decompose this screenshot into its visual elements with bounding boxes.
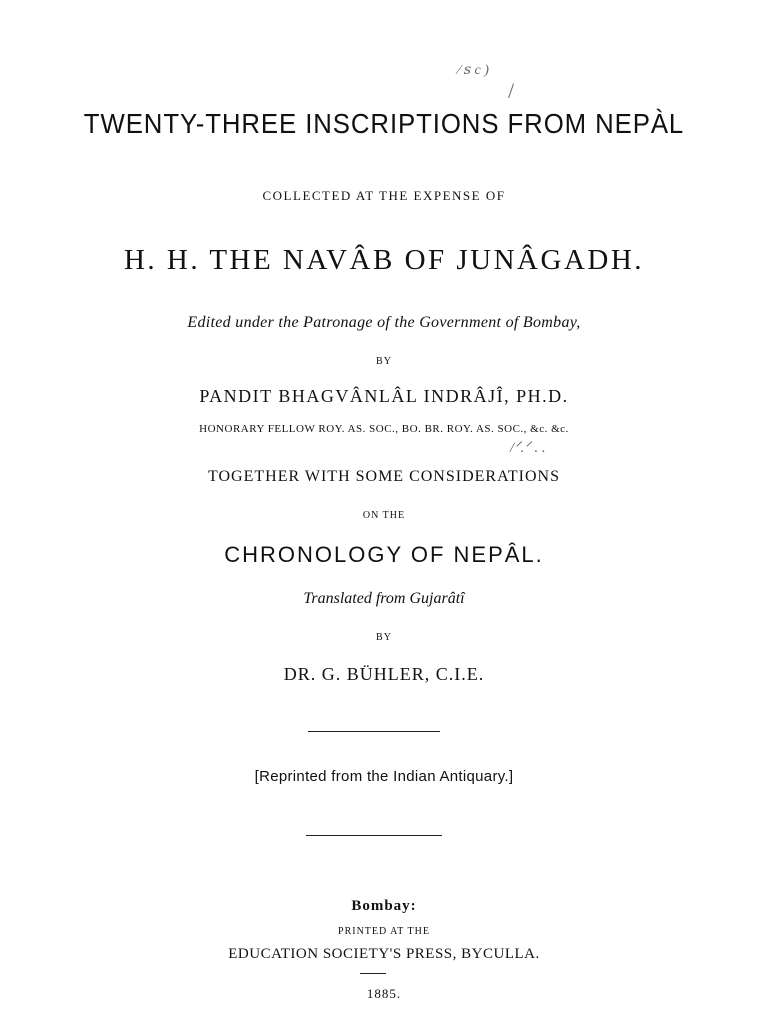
on-the-line: ON THE (362, 510, 406, 521)
city-line: Bombay: (351, 898, 417, 914)
collected-line: COLLECTED AT THE EXPENSE OF (262, 188, 506, 203)
by-line: BY (376, 356, 392, 367)
divider (360, 973, 386, 974)
divider (308, 731, 440, 732)
honorary-line: HONORARY FELLOW ROY. AS. SOC., BO. BR. ROY. AS. SOC., &c. &c. (199, 423, 569, 435)
press-line: EDUCATION SOCIETY'S PRESS, BYCULLA. (228, 946, 540, 962)
handwritten-mark: / (508, 78, 515, 103)
patron-line: H. H. THE NAVÂB OF JUNÂGADH. (123, 244, 645, 276)
printed-at-line: PRINTED AT THE (338, 926, 430, 937)
page-title: TWENTY-THREE INSCRIPTIONS FROM NEPÀL (83, 108, 685, 139)
translated-line: Translated from Gujarâtî (303, 590, 465, 607)
together-line: TOGETHER WITH SOME CONSIDERATIONS (208, 468, 560, 485)
handwritten-mark: ⁄ ꜱ c ) (458, 63, 489, 78)
handwritten-mark: /ᐟ.ᐟ . . (510, 440, 546, 456)
reprinted-note: [Reprinted from the Indian Antiquary.] (254, 768, 514, 785)
author-line: PANDIT BHAGVÂNLÂL INDRÂJÎ, PH.D. (199, 386, 569, 406)
by-line: BY (376, 632, 392, 643)
translator-line: DR. G. BÜHLER, C.I.E. (283, 664, 485, 684)
divider (306, 835, 442, 836)
chronology-title: CHRONOLOGY OF NEPÂL. (224, 542, 544, 567)
year-line: 1885. (366, 986, 402, 1001)
edited-line: Edited under the Patronage of the Government of Bombay, (187, 314, 581, 331)
